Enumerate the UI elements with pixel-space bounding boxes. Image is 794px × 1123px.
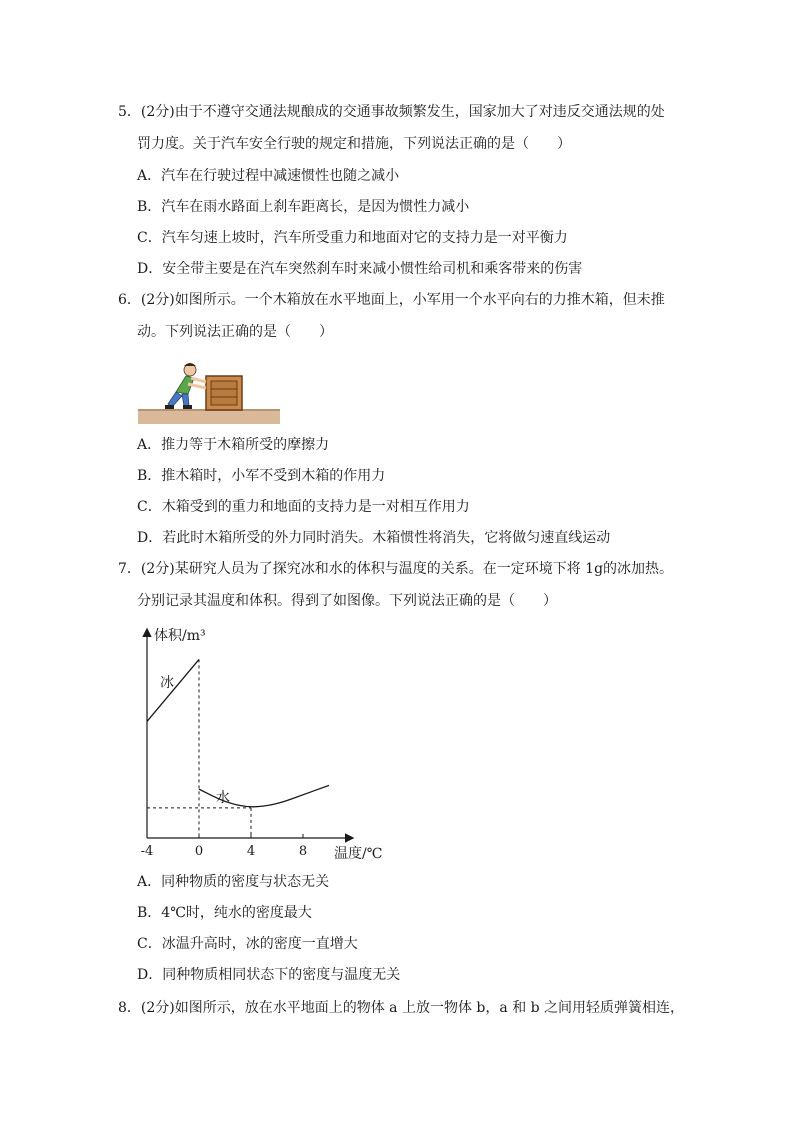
q6-option-a: A．推力等于木箱所受的摩擦力: [137, 437, 330, 453]
ice-label: 冰: [160, 675, 174, 691]
q5-stem-line1: 5．(2分)由于不遵守交通法规酿成的交通事故频繁发生，国家加大了对违反交通法规的处: [118, 104, 665, 120]
q7-option-b: B．4℃时，纯水的密度最大: [137, 905, 312, 921]
q6-option-d: D．若此时木箱所受的外力同时消失。木箱惯性将消失，它将做匀速直线运动: [137, 530, 611, 546]
q6-option-b: B．推木箱时，小军不受到木箱的作用力: [137, 468, 386, 484]
x-tick-label: 0: [194, 844, 204, 859]
q7-option-c: C．冰温升高时，冰的密度一直增大: [137, 936, 358, 952]
boy-pushing-box-illustration: [138, 352, 280, 424]
q5-stem-line2: 罚力度。关于汽车安全行驶的规定和措施，下列说法正确的是（ ）: [137, 136, 571, 152]
q5-option-b: B．汽车在雨水路面上刹车距离长，是因为惯性力减小: [137, 199, 470, 215]
q6-stem-line2: 动。下列说法正确的是（ ）: [137, 324, 333, 340]
q6-option-c: C．木箱受到的重力和地面的支持力是一对相互作用力: [137, 499, 470, 515]
x-tick-label: -4: [140, 844, 154, 859]
q7-option-d: D．同种物质相同状态下的密度与温度无关: [137, 967, 401, 983]
q6-stem-line1: 6．(2分)如图所示。一个木箱放在水平地面上，小军用一个水平向右的力推木箱，但未推: [118, 292, 665, 308]
x-axis-label: 温度/℃: [334, 846, 383, 862]
q7-option-a: A．同种物质的密度与状态无关: [137, 874, 330, 890]
q5-option-d: D．安全带主要是在汽车突然刹车时来减小惯性给司机和乘客带来的伤害: [137, 261, 583, 277]
y-axis-label: 体积/m³: [154, 628, 206, 644]
water-label: 水: [216, 790, 230, 806]
x-tick-label: 8: [298, 844, 308, 859]
volume-temperature-chart: [130, 620, 400, 870]
q7-stem-line2: 分别记录其温度和体积。得到了如图像。下列说法正确的是（ ）: [137, 593, 557, 609]
q5-option-c: C．汽车匀速上坡时，汽车所受重力和地面对它的支持力是一对平衡力: [137, 230, 568, 246]
q8-stem-line1: 8．(2分)如图所示，放在水平地面上的物体 a 上放一物体 b，a 和 b 之间用轻质弹簧相连，: [118, 1000, 685, 1016]
q7-stem-line1: 7．(2分)某研究人员为了探究冰和水的体积与温度的关系。在一定环境下将 1g的冰加热。: [118, 561, 674, 577]
x-tick-label: 4: [246, 844, 256, 859]
q5-option-a: A．汽车在行驶过程中减速惯性也随之减小: [137, 168, 400, 184]
